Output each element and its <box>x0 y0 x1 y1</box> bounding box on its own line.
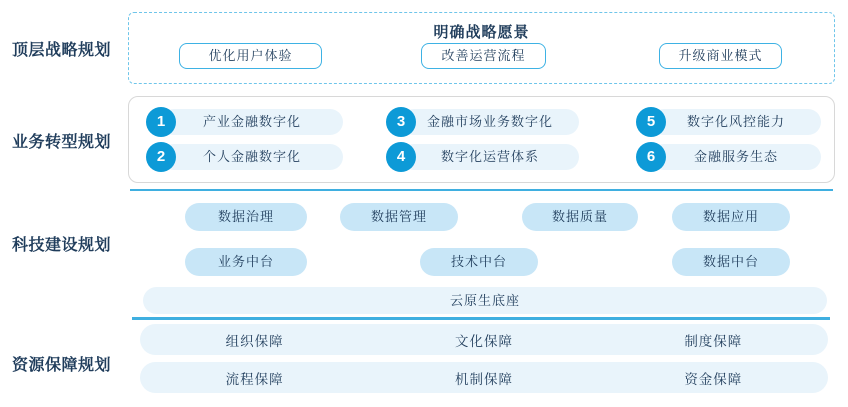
resource-label-institution: 制度保障 <box>684 333 743 349</box>
number-badge-5: 5 <box>636 107 666 137</box>
number-badge-4: 4 <box>386 142 416 172</box>
tier-label-resource-guarantee: 资源保障规划 <box>12 357 112 374</box>
tech-pill-technology-middle-platform: 技术中台 <box>420 248 538 276</box>
strategy-vision-box <box>128 12 835 84</box>
tech-pill-data-application: 数据应用 <box>672 203 790 231</box>
business-transformation-box <box>128 96 835 183</box>
vision-button-upgrade-business-model: 升级商业模式 <box>659 43 782 69</box>
transformation-item-label: 个人金融数字化 <box>161 144 343 170</box>
tech-pill-cloud-native-base: 云原生底座 <box>143 287 827 314</box>
vision-button-improve-operations: 改善运营流程 <box>421 43 546 69</box>
tier-label-top-strategy: 顶层战略规划 <box>12 42 112 59</box>
resource-label-funds: 资金保障 <box>684 371 743 387</box>
resource-label-process: 流程保障 <box>225 371 284 387</box>
vision-title: 明确战略愿景 <box>433 24 530 41</box>
divider-line-1 <box>130 189 833 191</box>
resource-label-mechanism: 机制保障 <box>454 371 513 387</box>
number-badge-2: 2 <box>146 142 176 172</box>
transformation-item-label: 金融市场业务数字化 <box>401 109 579 135</box>
tier-label-business-transformation: 业务转型规划 <box>12 134 112 151</box>
number-badge-6: 6 <box>636 142 666 172</box>
vision-button-optimize-user-experience: 优化用户体验 <box>179 43 322 69</box>
tech-pill-data-management: 数据管理 <box>340 203 458 231</box>
transformation-item-label: 数字化运营体系 <box>401 144 579 170</box>
tech-pill-business-middle-platform: 业务中台 <box>185 248 307 276</box>
resource-label-organization: 组织保障 <box>225 333 284 349</box>
tier-label-technology-construction: 科技建设规划 <box>12 237 112 254</box>
tech-pill-data-middle-platform: 数据中台 <box>672 248 790 276</box>
transformation-item-label: 数字化风控能力 <box>651 109 821 135</box>
number-badge-1: 1 <box>146 107 176 137</box>
resource-label-culture: 文化保障 <box>454 333 513 349</box>
divider-line-2 <box>132 317 830 320</box>
transformation-item-label: 金融服务生态 <box>651 144 821 170</box>
resource-row-2 <box>140 362 828 393</box>
tech-pill-data-governance: 数据治理 <box>185 203 307 231</box>
tech-pill-data-quality: 数据质量 <box>522 203 638 231</box>
transformation-item-label: 产业金融数字化 <box>161 109 343 135</box>
number-badge-3: 3 <box>386 107 416 137</box>
resource-row-1 <box>140 324 828 355</box>
